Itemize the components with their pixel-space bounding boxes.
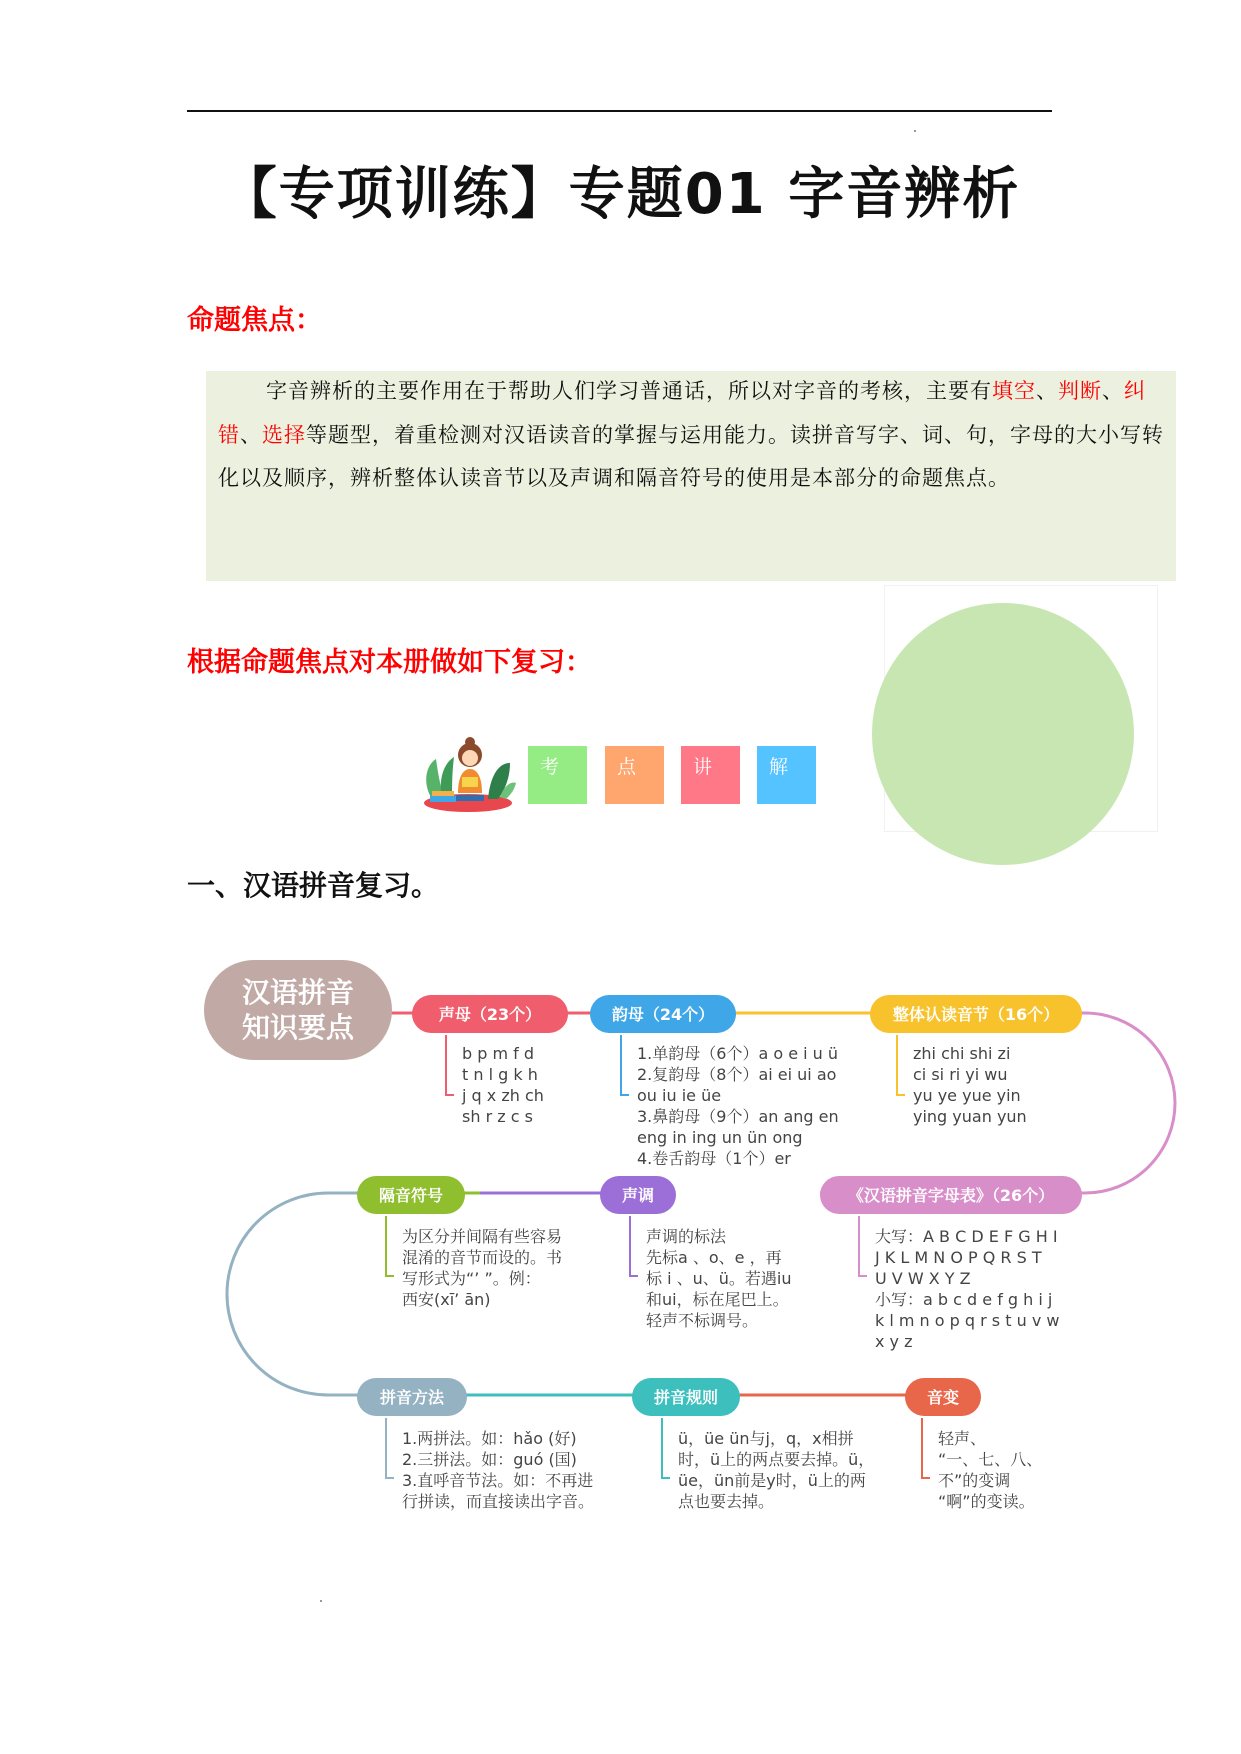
mm-item-line: 不”的变调 — [938, 1471, 1011, 1490]
focus-text-part: 等题型，着重检测对汉语读音的掌握与运用能力。读拼音写字、词、句，字母的大小写转化以及顺序，辨析整体认读音节以及声调和隔音符号的使用是本部分的命题焦点。 — [218, 422, 1164, 490]
mm-node-label: 声母（23个） — [438, 1005, 542, 1024]
mm-item-line: yu ye yue yin — [913, 1086, 1021, 1105]
mm-item-line: 小写：a b c d e f g h i j — [875, 1290, 1053, 1309]
pinyin-mindmap — [200, 955, 1190, 1555]
kaodian-block-2: 点 — [605, 746, 664, 804]
dot-mark — [914, 130, 916, 132]
mm-node-label: 《汉语拼音字母表》（26个） — [847, 1186, 1055, 1205]
mm-item-line: 声调的标法 — [646, 1227, 727, 1246]
separator: 、 — [1036, 379, 1058, 403]
mm-item-line: eng in ing un ün ong — [637, 1128, 803, 1147]
mm-item-line: 时，ü上的两点要去掉。ü， — [678, 1450, 875, 1469]
mm-item-line: 3.鼻韵母（9个）an ang en — [637, 1107, 839, 1126]
mm-item-line: zhi chi shi zi — [913, 1044, 1011, 1063]
dot-mark — [320, 1600, 322, 1602]
mm-bracket — [446, 1035, 454, 1095]
mm-node-label: 拼音规则 — [653, 1388, 719, 1407]
mm-bracket — [662, 1418, 670, 1478]
mm-item-line: 4.卷舌韵母（1个）er — [637, 1149, 791, 1168]
focus-heading: 命题焦点： — [187, 305, 322, 336]
mm-item-line: 3.直呼音节法。如：不再进 — [402, 1471, 594, 1490]
mm-item-line: 1.两拼法。如：hǎo (好) — [402, 1429, 577, 1448]
reading-girl-illustration — [418, 733, 518, 813]
mm-item-line: J K L M N O P Q R S T — [875, 1248, 1042, 1267]
highlight-choose: 选择 — [262, 422, 306, 447]
mm-item-line: ci si ri yi wu — [913, 1065, 1008, 1084]
mm-item-line: 为区分并间隔有些容易 — [402, 1227, 563, 1246]
mm-bracket — [621, 1035, 629, 1095]
mm-node-label: 整体认读音节（16个） — [892, 1005, 1060, 1024]
mm-item-line: sh r z c s — [462, 1107, 533, 1126]
mm-item-line: 轻声、 — [938, 1429, 987, 1448]
mm-bracket — [630, 1216, 638, 1276]
mm-item-line: 2.三拼法。如：guó (国) — [402, 1450, 577, 1469]
mm-connector — [1060, 1013, 1175, 1193]
kaodian-block-1: 考 — [528, 746, 587, 804]
separator: 、 — [240, 422, 262, 447]
mm-item-line: 先标a 、o、e ，再 — [646, 1248, 782, 1267]
mm-item-line: 西安(xī’ ān) — [402, 1290, 491, 1309]
mm-bracket — [386, 1216, 394, 1276]
mm-item-line: ü，üe ün与j，q，x相拼 — [678, 1429, 854, 1448]
highlight-correct: 纠错 — [218, 379, 1146, 447]
mm-title-line-1: 汉语拼音 — [241, 976, 355, 1009]
focus-paragraph — [218, 370, 1168, 501]
mm-node-label: 拼音方法 — [379, 1388, 445, 1407]
top-rule — [187, 110, 1052, 112]
mm-bracket — [859, 1216, 867, 1276]
mm-item-line: üe，ün前是y时，ü上的两 — [678, 1471, 866, 1490]
mm-item-line: 点也要去掉。 — [678, 1492, 775, 1511]
mm-nodes — [357, 995, 1082, 1511]
mm-item-line: 2.复韵母（8个）ai ei ui ao — [637, 1065, 837, 1084]
mm-title-bubble — [204, 960, 392, 1060]
mm-node-label: 声调 — [621, 1186, 655, 1205]
mm-item-line: j q x zh ch — [462, 1086, 544, 1105]
kaodian-block-4: 解 — [757, 746, 816, 804]
mm-item-line: 1.单韵母（6个）a o e i u ü — [637, 1044, 839, 1063]
separator: 、 — [1102, 379, 1124, 403]
mm-item-line: ying yuan yun — [913, 1107, 1027, 1126]
mm-item-line: “一、七、八、 — [938, 1450, 1043, 1469]
mm-item-line: 和ui，标在尾巴上。 — [646, 1290, 789, 1309]
highlight-fill-blank: 填空 — [992, 379, 1036, 403]
mm-item-line: “啊”的变读。 — [938, 1492, 1035, 1511]
mm-bracket — [922, 1418, 930, 1478]
mm-title-line-2: 知识要点 — [241, 1011, 355, 1044]
mm-item-line: k l m n o p q r s t u v w — [875, 1311, 1060, 1330]
green-circle — [872, 603, 1134, 865]
mm-item-line: 写形式为“’ ”。例： — [402, 1269, 541, 1288]
mm-bracket — [386, 1418, 394, 1478]
highlight-judge: 判断 — [1058, 379, 1102, 403]
mm-item-line: 轻声不标调号。 — [646, 1311, 759, 1330]
kaodian-block-3: 讲 — [681, 746, 740, 804]
mm-node-label: 韵母（24个） — [611, 1005, 715, 1024]
mm-item-line: 行拼读，而直接读出字音。 — [402, 1492, 595, 1511]
mm-item-line: t n l g k h — [462, 1065, 538, 1084]
section-heading: 一、汉语拼音复习。 — [187, 869, 440, 902]
focus-text-part: 字音辨析的主要作用在于帮助人们学习普通话，所以对字音的考核，主要有 — [266, 379, 992, 403]
review-heading: 根据命题焦点对本册做如下复习： — [187, 647, 592, 678]
mm-node-label: 音变 — [926, 1388, 960, 1407]
mm-item-line: 标 i 、u、ü。若遇iu — [646, 1269, 792, 1288]
mm-item-line: ou iu ie üe — [637, 1086, 722, 1105]
mm-item-line: x y z — [875, 1332, 913, 1351]
mm-item-line: 混淆的音节而设的。书 — [402, 1248, 563, 1267]
mm-bracket — [897, 1035, 905, 1095]
mm-item-line: U V W X Y Z — [875, 1269, 971, 1288]
mm-item-line: b p m f d — [462, 1044, 535, 1063]
page-title: 【专项训练】专题01 字音辨析 — [220, 162, 1021, 227]
mm-connector — [227, 1193, 360, 1395]
mm-item-line: 大写：A B C D E F G H I — [875, 1227, 1058, 1246]
mm-node-label: 隔音符号 — [378, 1186, 444, 1205]
